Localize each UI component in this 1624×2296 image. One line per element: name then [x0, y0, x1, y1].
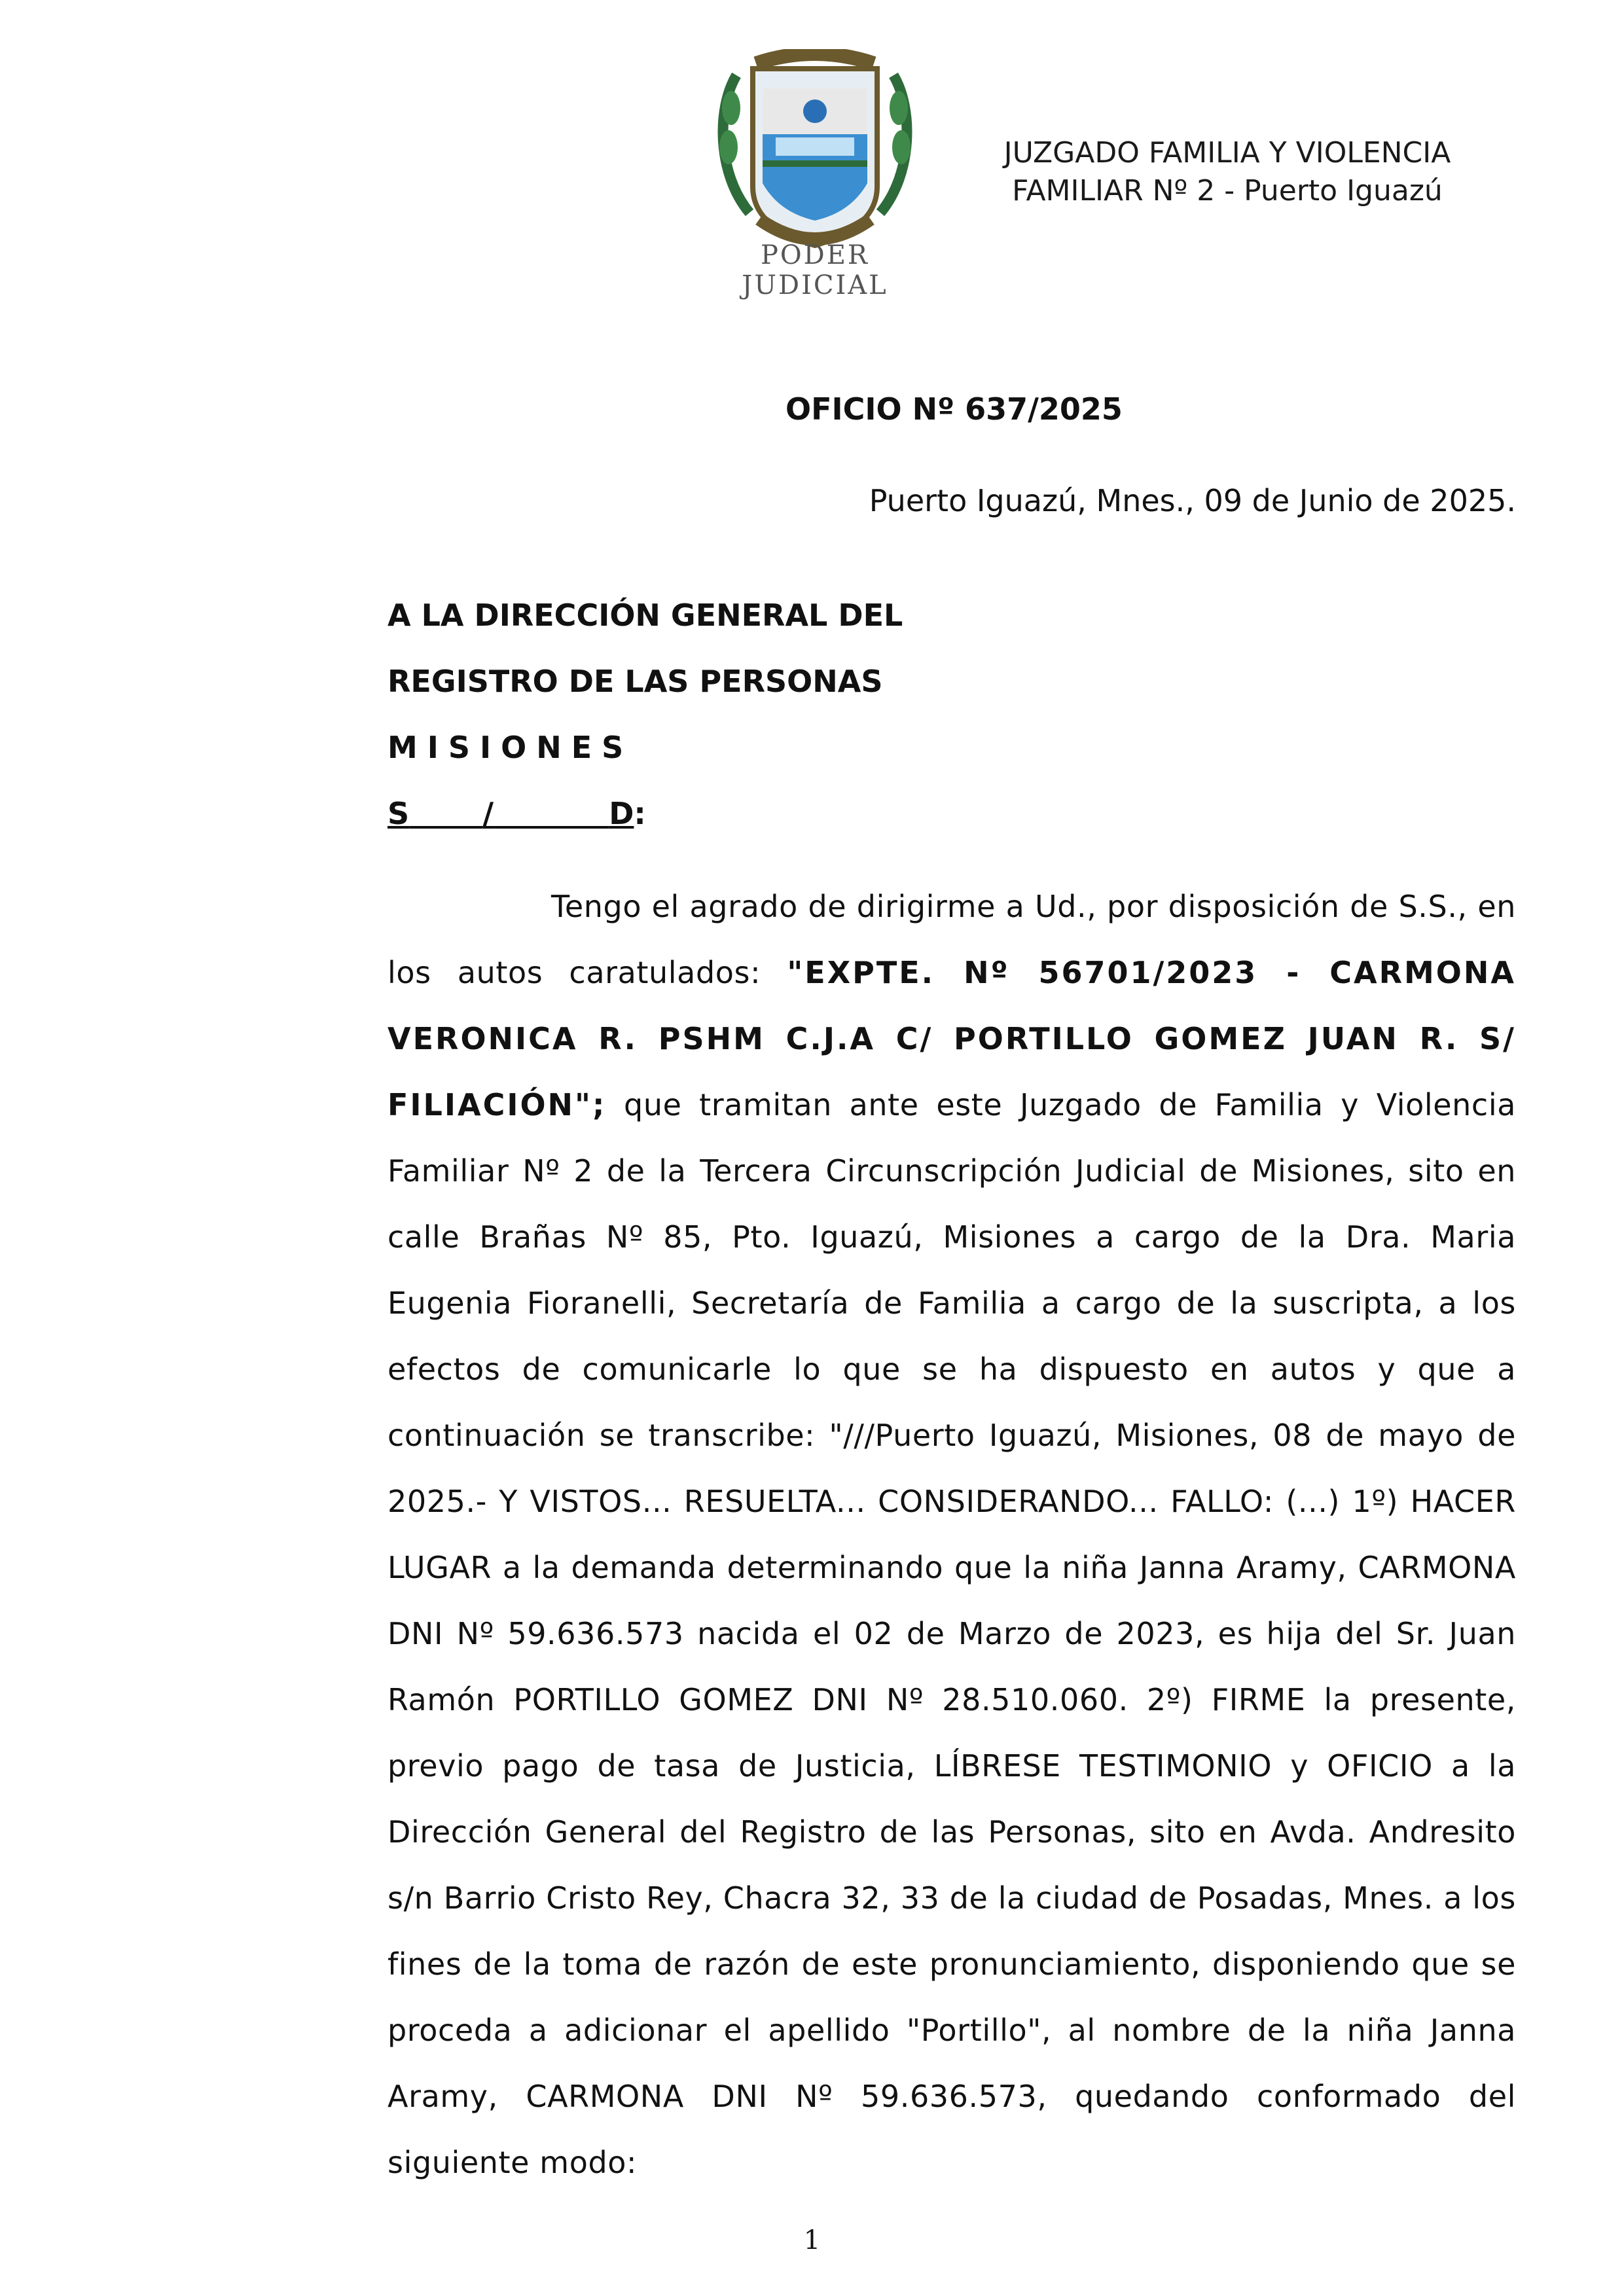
addressee-block: [388, 583, 903, 847]
poder-judicial-seal: [691, 49, 939, 300]
institution-name: PODER JUDICIAL: [742, 240, 888, 300]
addressee-line-2: REGISTRO DE LAS PERSONAS: [388, 664, 883, 699]
court-header: [943, 134, 1512, 210]
body-text: que tramitan ante este Juzgado de Familia y Violencia Familiar Nº 2 de la Tercera Circunscripción Judicial de Misiones, sito en calle Brañas Nº 85, Pto. Iguazú, Misiones a cargo de la Dra. Maria Eugenia Fioranelli, Secretaría de Familia a cargo de la suscripta, a los efectos de comunicarle lo que se ha dispuesto en autos y que a continuación se transcribe: "///Puerto Iguazú, Misiones, 08 de mayo de 2025.- Y VISTOS... RESUELTA... CONSIDERANDO... FALLO: (...) 1º) HACER LUGAR a la demanda determinando que la niña Janna Aramy, CARMONA DNI Nº 59.636.573 nacida el 02 de Marzo de 2023, es hija del Sr. Juan Ramón PORTILLO GOMEZ DNI Nº 28.510.060. 2º) FIRME la presente, previo pago de tasa de Justicia, LÍBRESE TESTIMONIO y OFICIO a la Dirección General del Registro de las Personas, sito en Avda. Andresito s/n Barrio Cristo Rey, Chacra 32, 33 de la ciudad de Posadas, Mnes. a los fines de la toma de razón de este pronunciamiento, disponiendo que se proceda a adicionar el apellido "Portillo", al nombre de la niña Janna Aramy, CARMONA DNI Nº 59.636.573, quedando conformado del siguiente modo:: [388, 1087, 1516, 2180]
addressee-colon: :: [634, 796, 646, 831]
court-line-2: FAMILIAR Nº 2 - Puerto Iguazú: [1012, 174, 1443, 207]
addressee-line-3: MISIONES: [388, 730, 634, 765]
place-date: Puerto Iguazú, Mnes., 09 de Junio de 2025.: [869, 483, 1516, 518]
addressee-slash: /: [482, 796, 494, 831]
page-number: 1: [803, 2225, 821, 2255]
addressee-line-1: A LA DIRECCIÓN GENERAL DEL: [388, 598, 903, 633]
body-intro: Tengo el agrado de dirigirme a Ud., por disposición de S.S., en los autos caratulados:: [388, 889, 1516, 990]
body-paragraph: [388, 874, 1516, 2196]
addressee-s: S: [388, 796, 410, 831]
court-line-1: JUZGADO FAMILIA Y VIOLENCIA: [1003, 136, 1451, 170]
addressee-d: D: [609, 796, 634, 831]
oficio-number: OFICIO Nº 637/2025: [785, 391, 1123, 427]
case-title: "EXPTE. Nº 56701/2023 - CARMONA VERONICA R. PSHM C.J.A C/ PORTILLO GOMEZ JUAN R. S/ FILIACIÓN";: [388, 955, 1516, 1122]
addressee-line-4: [388, 781, 903, 847]
